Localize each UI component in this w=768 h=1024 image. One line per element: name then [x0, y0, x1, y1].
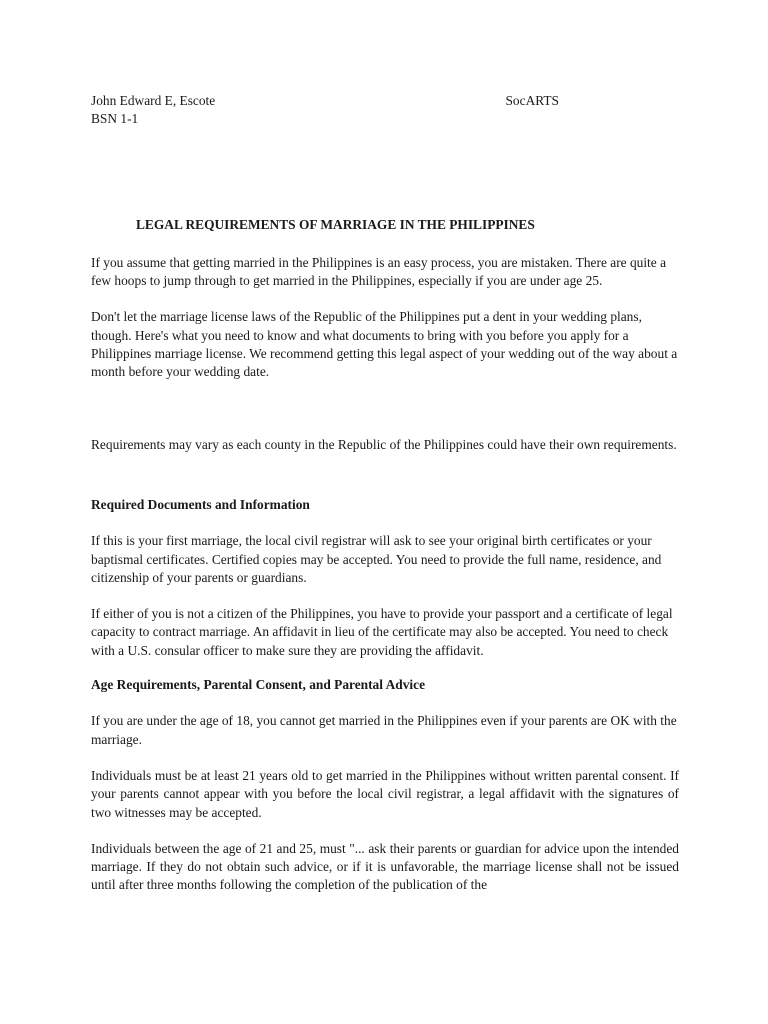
section-heading-age-requirements: Age Requirements, Parental Consent, and Parental Advice: [91, 677, 426, 693]
section-name: BSN 1-1: [91, 111, 139, 127]
intro-paragraph-2: Don't let the marriage license laws of the Republic of the Philippines put a dent in your wedding plans, though. Here's what you need to know and what documents to bring with you before you apply for a Philippines marriage license. We recommend getting this legal aspect of your wedding out of the way about a month before your wedding date.: [91, 309, 678, 380]
intro-paragraph-1: If you assume that getting married in the Philippines is an easy process, you are mistaken. There are quite a few hoops to jump through to get married in the Philippines, especially if you are under age 25.: [91, 254, 667, 289]
course-name: SocARTS: [505, 93, 559, 108]
age-paragraph-3: Individuals between the age of 21 and 25, must "... ask their parents or guardian for advice upon the intended marriage. If they do not obtain such advice, or if it is unfavorable, the marriage license shall not be issued until after three months following the completion of the publication of the: [91, 840, 679, 893]
required-docs-paragraph-1: If this is your first marriage, the local civil registrar will ask to see your original birth certificates or your baptismal certificates. Certified copies may be accepted. You need to provide the full name, residence, and citizenship of your parents or guardians.: [91, 533, 662, 585]
author-name: John Edward E, Escote: [91, 93, 216, 108]
section-heading-required-docs: Required Documents and Information: [91, 496, 310, 512]
intro-paragraph-3: Requirements may vary as each county in the Republic of the Philippines could have their own requirements.: [91, 436, 677, 452]
document-title: LEGAL REQUIREMENTS OF MARRIAGE IN THE PHILIPPINES: [136, 216, 535, 232]
required-docs-paragraph-2: If either of you is not a citizen of the Philippines, you have to provide your passport and a certificate of legal capacity to contract marriage. An affidavit in lieu of the certificate may also be accepted. You need to check with a U.S. consular officer to make sure they are providing the affidavit.: [91, 606, 673, 658]
age-paragraph-1: If you are under the age of 18, you cannot get married in the Philippines even if your parents are OK with the marriage.: [91, 713, 677, 747]
header-row: [91, 92, 559, 110]
document-page: [91, 92, 679, 895]
age-paragraph-2: Individuals must be at least 21 years old to get married in the Philippines without written parental consent. If your parents cannot appear with you before the local civil registrar, a legal affidavit with the signatures of two witnesses may be accepted.: [91, 767, 679, 820]
